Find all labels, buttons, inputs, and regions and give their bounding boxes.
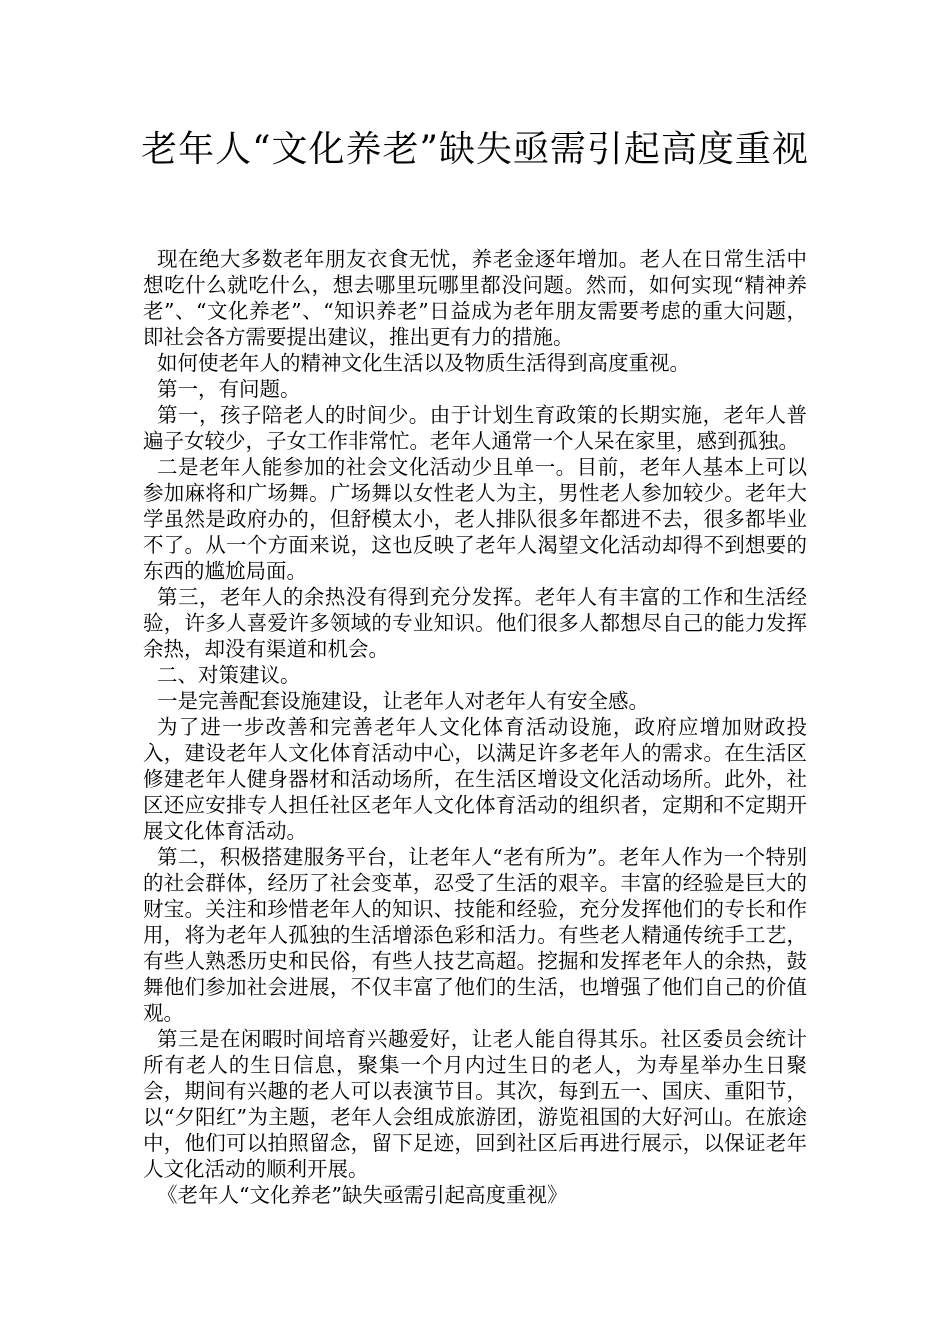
paragraph-suggestion-three: 第三是在闲暇时间培育兴趣爱好，让老人能自得其乐。社区委员会统计所有老人的生日信息，聚集一个月内过生日的老人，为寿星举办生日聚会，期间有兴趣的老人可以表演节目。其次，每到五一、国庆、重阳节，以“夕阳红”为主题，老年人会组成旅游团，游览祖国的大好河山。在旅途中，他们可以拍照留念，留下足迹，回到社区后再进行展示，以保证老年人文化活动的顺利开展。 xyxy=(143,1027,807,1181)
document-title: 老年人“文化养老”缺失亟需引起高度重视 xyxy=(141,129,809,170)
paragraph-problem-three: 第三，老年人的余热没有得到充分发挥。老年人有丰富的工作和生活经验，许多人喜爱许多领域的专业知识。他们很多人都想尽自己的能力发挥余热，却没有渠道和机会。 xyxy=(143,585,807,661)
paragraph-intro: 现在绝大多数老年朋友衣食无忧，养老金逐年增加。老人在日常生活中想吃什么就吃什么，想去哪里玩哪里都没问题。然而，如何实现“精神养老”、“文化养老”、“知识养老”日益成为老年朋友需要考虑的重大问题，即社会各方需要提出建议，推出更有力的措施。 xyxy=(143,247,807,349)
paragraph-closing-title: 《老年人“文化养老”缺失亟需引起高度重视》 xyxy=(157,1183,568,1207)
paragraph-suggestion-two: 第二，积极搭建服务平台，让老年人“老有所为”。老年人作为一个特别的社会群体，经历了社会变革，忍受了生活的艰辛。丰富的经验是巨大的财宝。关注和珍惜老年人的知识、技能和经验，充分发挥他们的专长和作用，将为老年人孤独的生活增添色彩和活力。有些老人精通传统手工艺，有些人熟悉历史和民俗，有些人技艺高超。挖掘和发挥老年人的余热，鼓舞他们参加社会进展，不仅丰富了他们的生活，也增强了他们自己的价值观。 xyxy=(143,845,807,1025)
paragraph-question: 如何使老年人的精神文化生活以及物质生活得到高度重视。 xyxy=(157,351,690,375)
document-body xyxy=(143,246,807,1208)
paragraph-problem-one: 第一，孩子陪老人的时间少。由于计划生育政策的长期实施，老年人普遍子女较少，子女工作非常忙。老年人通常一个人呆在家里，感到孤独。 xyxy=(143,403,807,453)
paragraph-problem-two: 二是老年人能参加的社会文化活动少且单一。目前，老年人基本上可以参加麻将和广场舞。广场舞以女性老人为主，男性老人参加较少。老年大学虽然是政府办的，但舒模太小，老人排队很多年都进不去，很多都毕业不了。从一个方面来说，这也反映了老年人渴望文化活动却得不到想要的东西的尴尬局面。 xyxy=(143,455,807,583)
paragraph-suggestion-one: 一是完善配套设施建设，让老年人对老年人有安全感。 xyxy=(157,689,649,713)
paragraph-section-one-heading: 第一，有问题。 xyxy=(157,377,301,401)
paragraph-section-two-heading: 二、对策建议。 xyxy=(157,663,301,687)
paragraph-suggestion-one-detail: 为了进一步改善和完善老年人文化体育活动设施，政府应增加财政投入，建设老年人文化体育活动中心，以满足许多老年人的需求。在生活区修建老年人健身器材和活动场所，在生活区增设文化活动场所。此外，社区还应安排专人担任社区老年人文化体育活动的组织者，定期和不定期开展文化体育活动。 xyxy=(143,715,807,843)
